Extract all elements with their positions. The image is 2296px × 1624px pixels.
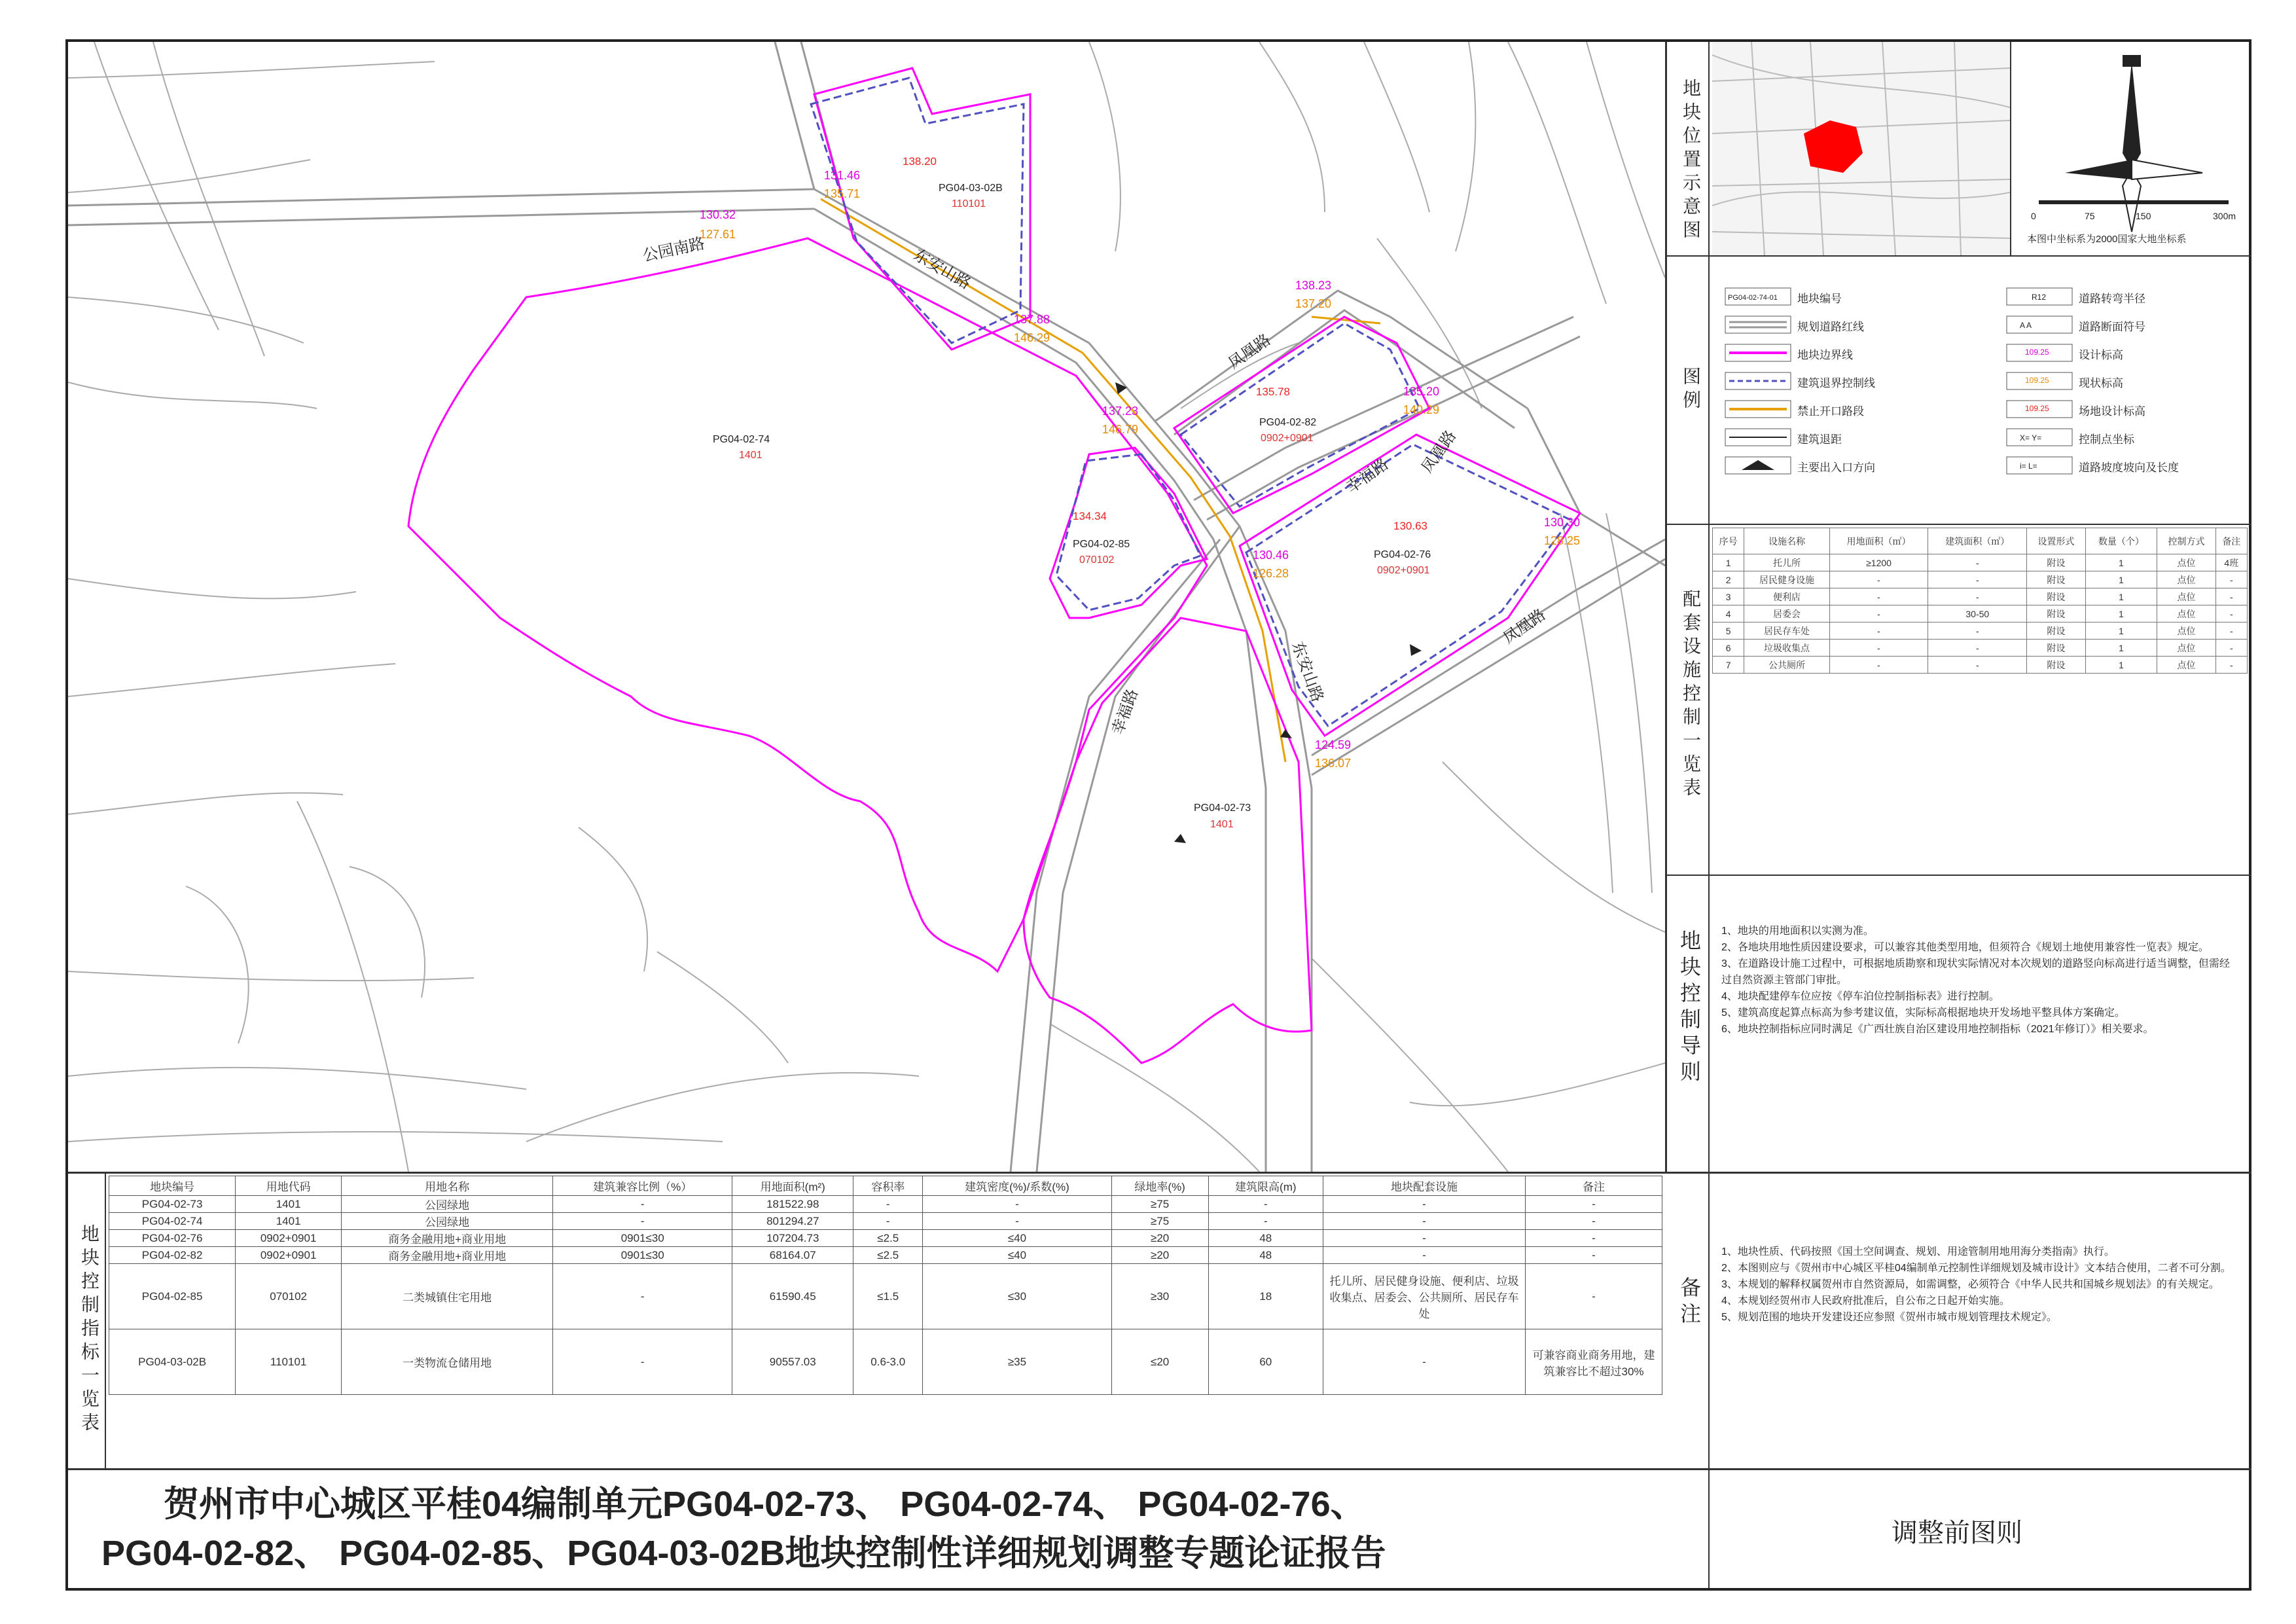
remark-note-4: 4、本规划经贺州市人民政府批准后，自公布之日起开始实施。 (1721, 1295, 2010, 1307)
legend-sample-coord: X= Y= (2020, 433, 2042, 442)
scale-150: 150 (2136, 211, 2151, 221)
cell: 点位 (2157, 623, 2215, 640)
cell: - (1829, 623, 1928, 640)
elev-design-7: 130.30 (1544, 516, 1581, 529)
cell: 附设 (2027, 640, 2085, 657)
cell: PG04-02-82 (109, 1247, 236, 1264)
cell: 居民健身设施 (1744, 571, 1829, 588)
ctl-h5: 容积率 (853, 1176, 923, 1196)
table-row (109, 1196, 1662, 1213)
main-map[interactable] (68, 42, 1665, 1172)
legend-turn-radius: 道路转弯半径 (2079, 293, 2145, 305)
location-highlight (1804, 120, 1863, 173)
cell: 30-50 (1928, 605, 2027, 623)
cell: 070102 (236, 1264, 342, 1329)
elev-design-9: 124.59 (1315, 738, 1352, 751)
table-row (109, 1329, 1662, 1395)
scale-75: 75 (2085, 211, 2095, 221)
table-row (109, 1264, 1662, 1329)
road-label-7: 东安山路 (1288, 639, 1327, 705)
cell: 4 (1713, 605, 1744, 623)
cell: 0.6-3.0 (853, 1329, 923, 1395)
entry-arrows (1115, 382, 1422, 843)
cell: 公园绿地 (342, 1213, 553, 1230)
divider-guide-top (1665, 875, 2251, 876)
parcel-code-73: 1401 (1210, 819, 1234, 830)
control-table-wrap (109, 1176, 1664, 1395)
cell: - (853, 1213, 923, 1230)
cell: - (553, 1329, 732, 1395)
legend-control-point: 控制点坐标 (2079, 433, 2134, 446)
parcel-code-76: 0902+0901 (1377, 565, 1430, 576)
cell: 1 (2085, 571, 2157, 588)
cell: - (1829, 657, 1928, 674)
cell: - (2215, 640, 2247, 657)
ctl-h4: 用地面积(m²) (732, 1176, 853, 1196)
road-label-4: 幸福路 (1342, 455, 1392, 497)
cell: ≤1.5 (853, 1264, 923, 1329)
cell: ≥35 (923, 1329, 1111, 1395)
legend-boundary: 地块边界线 (1797, 349, 1853, 361)
cell: 48 (1208, 1247, 1323, 1264)
elev-design-2: 131.46 (824, 169, 861, 182)
cell: 公共厕所 (1744, 657, 1829, 674)
cell: ≥75 (1111, 1196, 1208, 1213)
facilities-label: 配套设施控制一览表 (1681, 589, 1701, 801)
cell: - (553, 1264, 732, 1329)
fac-h0: 序号 (1713, 528, 1744, 554)
cell: - (553, 1213, 732, 1230)
remarks-label: 备注 (1677, 1276, 1701, 1329)
cell: 3 (1713, 588, 1744, 605)
guide-note-4: 4、地块配建停车位应按《停车泊位控制指标表》进行控制。 (1721, 991, 2000, 1002)
minimap-svg (1712, 42, 2010, 255)
cell: ≤2.5 (853, 1230, 923, 1247)
cell: - (853, 1196, 923, 1213)
legend-design-elev: 设计标高 (2079, 349, 2123, 361)
legend-road-slope: 道路坡度坡向及长度 (2079, 461, 2179, 474)
parcel-elev-82: 135.78 (1256, 386, 1290, 398)
legend-label: 图例 (1681, 367, 1701, 414)
cell: 居民存车处 (1744, 623, 1829, 640)
ctl-h8: 建筑限高(m) (1208, 1176, 1323, 1196)
cell: 托儿所、居民健身设施、便利店、垃圾收集点、居委会、公共厕所、居民存车处 (1323, 1264, 1526, 1329)
divider-map-bottom (68, 1172, 1665, 1174)
road-label-8: 凤凰路 (1499, 605, 1549, 647)
guide-note-1: 1、地块的用地面积以实测为准。 (1721, 926, 1874, 937)
cell: - (1526, 1230, 1662, 1247)
cell: 90557.03 (732, 1329, 853, 1395)
legend-sample-parcel: PG04-02-74-01 (1728, 294, 1778, 302)
road-label-5: 凤凰路 (1418, 427, 1460, 477)
cell: - (2215, 623, 2247, 640)
cell: PG04-02-73 (109, 1196, 236, 1213)
cell: ≥1200 (1829, 554, 1928, 571)
parcel-code-82: 0902+0901 (1261, 433, 1314, 444)
cell: ≤40 (923, 1247, 1111, 1264)
cell: - (1526, 1247, 1662, 1264)
cell: 一类物流仓储用地 (342, 1329, 553, 1395)
cell: - (1829, 571, 1928, 588)
cell: - (1208, 1196, 1323, 1213)
cell: - (1526, 1264, 1662, 1329)
legend-sample-design: 109.25 (2025, 348, 2049, 357)
parcel-code-02b: 110101 (952, 198, 986, 209)
parcel-elev-85: 134.34 (1073, 510, 1107, 522)
cell: 点位 (2157, 571, 2215, 588)
parcel-id-76: PG04-02-76 (1374, 549, 1431, 560)
legend-sample-slope: i= L= (2020, 461, 2037, 471)
cell: 附设 (2027, 588, 2085, 605)
report-subtitle: 调整前图则 (1892, 1519, 2022, 1547)
legend-symbols (1712, 262, 2249, 524)
elev-design-4: 138.23 (1295, 279, 1332, 292)
cell: 点位 (2157, 554, 2215, 571)
remark-note-2: 2、本图则应与《贺州市中心城区平桂04编制单元控制性详细规划及城市设计》文本结合使用，二者不可分割。 (1721, 1263, 2231, 1274)
elev-current-7: 128.25 (1544, 534, 1581, 547)
parcel-elev-02b: 138.20 (903, 155, 937, 168)
cell: 4班 (2215, 554, 2247, 571)
legend-sample-current: 109.25 (2025, 376, 2049, 385)
ctl-h10: 备注 (1526, 1176, 1662, 1196)
legend-parcel-id: 地块编号 (1797, 293, 1842, 305)
cell: 1 (1713, 554, 1744, 571)
coord-note: 本图中坐标系为2000国家大地坐标系 (2027, 234, 2187, 245)
cell: 48 (1208, 1230, 1323, 1247)
guide-label: 地块控制导则 (1677, 929, 1701, 1087)
cell: ≥20 (1111, 1230, 1208, 1247)
cell: - (2215, 588, 2247, 605)
elev-current-4: 137.20 (1295, 297, 1332, 310)
legend-setback: 建筑退距 (1797, 433, 1842, 446)
elev-current-9: 136.07 (1315, 757, 1352, 770)
cell: 801294.27 (732, 1213, 853, 1230)
cell: 1 (2085, 640, 2157, 657)
table-row (1713, 571, 2248, 588)
parcel-code-74: 1401 (739, 450, 762, 461)
cell: ≥30 (1111, 1264, 1208, 1329)
ctl-h0: 地块编号 (109, 1176, 236, 1196)
report-title-line1: 贺州市中心城区平桂04编制单元PG04-02-73、 PG04-02-74、 PG04-02-76、 (164, 1485, 1366, 1524)
cell: - (1928, 554, 2027, 571)
divider-control-label (105, 1174, 106, 1468)
cell: 68164.07 (732, 1247, 853, 1264)
road-label-6: 幸福路 (1109, 687, 1142, 738)
road-red-lines (68, 42, 1665, 1172)
cell: - (923, 1213, 1111, 1230)
cell: 1 (2085, 623, 2157, 640)
elev-design-6: 135.20 (1403, 385, 1440, 398)
legend-panel (1712, 262, 2249, 524)
elev-current-3: 146.29 (1014, 331, 1050, 344)
cell: - (553, 1196, 732, 1213)
location-minimap[interactable] (1712, 42, 2010, 255)
cell: 便利店 (1744, 588, 1829, 605)
cell: - (1829, 588, 1928, 605)
parcel-elev-76: 130.63 (1393, 520, 1427, 532)
cell: 点位 (2157, 605, 2215, 623)
cell: - (1928, 657, 2027, 674)
scale-300: 300m (2213, 211, 2236, 221)
facilities-table-wrap (1712, 528, 2249, 674)
table-row (109, 1247, 1662, 1264)
cell: 点位 (2157, 657, 2215, 674)
elev-current-1: 127.61 (700, 228, 736, 241)
table-row (1713, 657, 2248, 674)
cell: 可兼容商业商务用地，建筑兼容比不超过30% (1526, 1329, 1662, 1395)
cell: 6 (1713, 640, 1744, 657)
legend-road-red-line: 规划道路红线 (1797, 321, 1864, 333)
ctl-h1: 用地代码 (236, 1176, 342, 1196)
report-title-line2: PG04-02-82、 PG04-02-85、PG04-03-02B地块控制性详细规划调整专题论证报告 (101, 1534, 1386, 1573)
ctl-h3: 建筑兼容比例（%） (553, 1176, 732, 1196)
table-row (1713, 623, 2248, 640)
parcel-id-85: PG04-02-85 (1073, 539, 1130, 550)
cell: PG04-02-85 (109, 1264, 236, 1329)
cell: 0902+0901 (236, 1230, 342, 1247)
cell: 点位 (2157, 640, 2215, 657)
cell: PG04-02-74 (109, 1213, 236, 1230)
cell: 垃圾收集点 (1744, 640, 1829, 657)
map-canvas (68, 42, 1665, 1172)
cell: - (1526, 1213, 1662, 1230)
parcel-id-02b: PG04-03-02B (939, 183, 1003, 194)
legend-entry-direction: 主要出入口方向 (1797, 461, 1875, 474)
guide-note-2: 2、各地块用地性质因建设要求，可以兼容其他类型用地，但须符合《规划土地使用兼容性一览表》规定。 (1721, 942, 2209, 953)
elev-design-8: 130.46 (1253, 549, 1289, 562)
divider-map-right (1665, 42, 1667, 1172)
cell: - (1829, 640, 1928, 657)
parcel-id-82: PG04-02-82 (1259, 417, 1317, 428)
cell: 1 (2085, 657, 2157, 674)
cell: 附设 (2027, 623, 2085, 640)
cell: 公园绿地 (342, 1196, 553, 1213)
divider-remarks-top (1665, 1172, 2251, 1174)
legend-sample-site: 109.25 (2025, 404, 2049, 413)
divider-title-top (68, 1468, 2251, 1470)
ctl-h2: 用地名称 (342, 1176, 553, 1196)
compass-panel (2013, 42, 2251, 255)
road-label-2: 东安山路 (910, 245, 974, 293)
cell: - (1928, 640, 2027, 657)
remark-note-1: 1、地块性质、代码按照《国土空间调查、规划、用途管制用地用海分类指南》执行。 (1721, 1246, 2115, 1257)
legend-current-elev: 现状标高 (2079, 377, 2123, 389)
guide-note-5: 5、建筑高度起算点标高为参考建议值，实际标高根据地块开发场地平整具体方案确定。 (1721, 1007, 2125, 1019)
cell: - (1208, 1213, 1323, 1230)
cell: 0902+0901 (236, 1247, 342, 1264)
cell: - (1323, 1196, 1526, 1213)
cell: 2 (1713, 571, 1744, 588)
cell: 商务金融用地+商业用地 (342, 1247, 553, 1264)
ctl-h6: 建筑密度(%)/系数(%) (923, 1176, 1111, 1196)
table-row (1713, 554, 2248, 571)
guide-note-6: 6、地块控制指标应同时满足《广西壮族自治区建设用地控制指标（2021年修订）》相关要求。 (1721, 1024, 2154, 1035)
cell: ≥75 (1111, 1213, 1208, 1230)
cell: ≤40 (923, 1230, 1111, 1247)
background-roads (68, 42, 1665, 1172)
elev-design-5: 137.23 (1102, 405, 1139, 418)
fac-h4: 设置形式 (2027, 528, 2085, 554)
remark-note-5: 5、规划范围的地块开发建设还应参照《贺州市城市规划管理技术规定》。 (1721, 1312, 2057, 1323)
cell: - (1928, 571, 2027, 588)
cell: - (2215, 571, 2247, 588)
parcel-id-74: PG04-02-74 (713, 434, 770, 445)
cell: 110101 (236, 1329, 342, 1395)
elev-current-5: 146.79 (1102, 423, 1139, 436)
facilities-table (1712, 528, 2248, 674)
cell: 附设 (2027, 605, 2085, 623)
cell: 18 (1208, 1264, 1323, 1329)
fac-h5: 数量（个） (2085, 528, 2157, 554)
cell: 居委会 (1744, 605, 1829, 623)
cell: 7 (1713, 657, 1744, 674)
cell: - (1928, 623, 2027, 640)
legend-sample-radius: R12 (2032, 293, 2047, 302)
cell: 5 (1713, 623, 1744, 640)
cell: 1 (2085, 605, 2157, 623)
divider-compass (2010, 42, 2011, 255)
cell: 181522.98 (732, 1196, 853, 1213)
guide-note-3: 3、在道路设计施工过程中，可根据地质勘察和现状实际情况对本次规划的道路竖向标高进行适当调整，但需经过自然资源主管部门审批。 (1721, 958, 2230, 986)
parcel-id-73: PG04-02-73 (1194, 803, 1251, 814)
cell: 61590.45 (732, 1264, 853, 1329)
fac-h2: 用地面积（㎡） (1829, 528, 1928, 554)
cell: - (1323, 1247, 1526, 1264)
elev-current-6: 140.29 (1403, 403, 1440, 416)
cell: - (923, 1196, 1111, 1213)
elev-design-1: 130.32 (700, 208, 736, 221)
control-table (109, 1176, 1662, 1395)
cell: 0901≤30 (553, 1230, 732, 1247)
cell: 二类城镇住宅用地 (342, 1264, 553, 1329)
cell: 商务金融用地+商业用地 (342, 1230, 553, 1247)
table-row (1713, 588, 2248, 605)
table-row (109, 1213, 1662, 1230)
divider-label-column (1708, 42, 1710, 1588)
guide-notes (1721, 923, 2238, 1038)
legend-retreat: 建筑退界控制线 (1797, 377, 1875, 389)
road-label-3: 凤凰路 (1225, 331, 1274, 372)
cell: 附设 (2027, 657, 2085, 674)
cell: - (1928, 588, 2027, 605)
cell: 点位 (2157, 588, 2215, 605)
ctl-h9: 地块配套设施 (1323, 1176, 1526, 1196)
cell: 0901≤30 (553, 1247, 732, 1264)
ctl-h7: 绿地率(%) (1111, 1176, 1208, 1196)
control-label: 地块控制指标一览表 (79, 1224, 99, 1436)
cell: 60 (1208, 1329, 1323, 1395)
elev-current-8: 126.28 (1253, 567, 1289, 580)
fac-h1: 设施名称 (1744, 528, 1829, 554)
cell: 1401 (236, 1196, 342, 1213)
north-arrow-icon (2013, 42, 2251, 255)
legend-section-symbol: 道路断面符号 (2079, 321, 2145, 333)
cell: ≤20 (1111, 1329, 1208, 1395)
divider-facilities-top (1665, 524, 2251, 525)
table-row (1713, 605, 2248, 623)
remark-note-3: 3、本规划的解释权属贺州市自然资源局，如需调整，必须符合《中华人民共和国城乡规划法》的有关规定。 (1721, 1279, 2219, 1290)
divider-legend-top (1665, 255, 2251, 257)
elev-current-2: 135.71 (824, 187, 861, 200)
road-label-1: 公园南路 (641, 234, 707, 265)
parcel-code-85: 070102 (1079, 554, 1115, 566)
cell: 1 (2085, 554, 2157, 571)
remarks-notes (1721, 1244, 2238, 1326)
scale-0: 0 (2031, 211, 2036, 221)
cell: - (1526, 1196, 1662, 1213)
cell: - (1323, 1213, 1526, 1230)
cell: - (1323, 1329, 1526, 1395)
cell: PG04-03-02B (109, 1329, 236, 1395)
cell: - (2215, 657, 2247, 674)
elev-design-3: 137.88 (1014, 313, 1050, 326)
legend-no-entry: 禁止开口路段 (1797, 405, 1864, 418)
cell: 托儿所 (1744, 554, 1829, 571)
cell: PG04-02-76 (109, 1230, 236, 1247)
legend-site-elev: 场地设计标高 (2079, 405, 2145, 418)
table-row (109, 1230, 1662, 1247)
cell: ≥20 (1111, 1247, 1208, 1264)
cell: - (1829, 605, 1928, 623)
cell: 107204.73 (732, 1230, 853, 1247)
cell: - (2215, 605, 2247, 623)
cell: 1 (2085, 588, 2157, 605)
fac-h7: 备注 (2215, 528, 2247, 554)
legend-sample-section: A A (2020, 321, 2032, 330)
fac-h3: 建筑面积（㎡） (1928, 528, 2027, 554)
cell: ≤30 (923, 1264, 1111, 1329)
cell: 附设 (2027, 571, 2085, 588)
location-label: 地块位置示意图 (1681, 79, 1701, 244)
table-row (1713, 640, 2248, 657)
cell: - (1323, 1230, 1526, 1247)
fac-h6: 控制方式 (2157, 528, 2215, 554)
cell: 1401 (236, 1213, 342, 1230)
cell: ≤2.5 (853, 1247, 923, 1264)
cell: 附设 (2027, 554, 2085, 571)
